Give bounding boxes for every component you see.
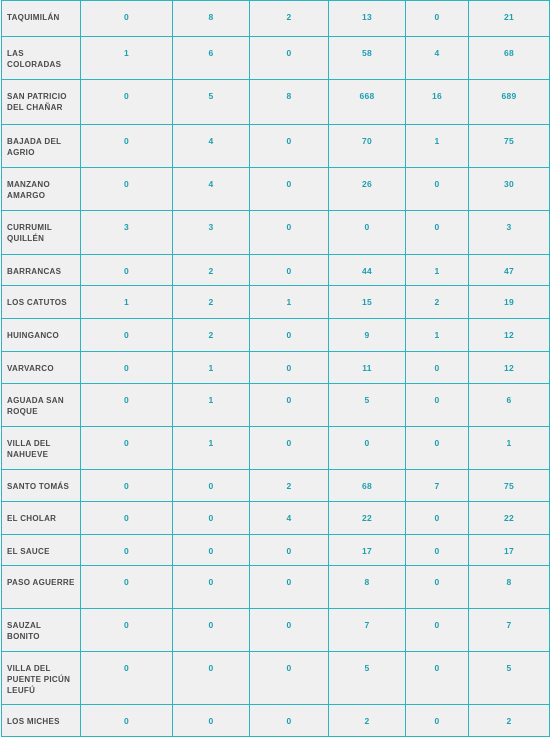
value-cell: 2	[250, 470, 329, 502]
value-cell: 0	[406, 427, 469, 470]
table-row	[2, 705, 550, 737]
value-cell: 3	[81, 211, 173, 255]
value-cell: 19	[469, 286, 550, 319]
value-cell: 0	[81, 427, 173, 470]
value-cell: 0	[81, 352, 173, 384]
value-cell: 0	[250, 566, 329, 609]
value-cell: 2	[329, 705, 406, 737]
value-cell: 0	[250, 609, 329, 652]
value-cell: 5	[329, 384, 406, 427]
value-cell: 2	[406, 286, 469, 319]
table-row	[2, 211, 550, 255]
value-cell: 15	[329, 286, 406, 319]
table-row	[2, 470, 550, 502]
locality-name-cell: TAQUIMILÁN	[2, 1, 81, 37]
table-row	[2, 286, 550, 319]
value-cell: 8	[329, 566, 406, 609]
value-cell: 1	[250, 286, 329, 319]
table-row	[2, 502, 550, 535]
value-cell: 1	[81, 37, 173, 80]
table-row	[2, 255, 550, 286]
value-cell: 44	[329, 255, 406, 286]
value-cell: 0	[173, 502, 250, 535]
value-cell: 0	[250, 352, 329, 384]
locality-name-cell: LOS CATUTOS	[2, 286, 81, 319]
value-cell: 1	[406, 125, 469, 168]
locality-name-cell: LOS MICHES	[2, 705, 81, 737]
table-row	[2, 80, 550, 125]
value-cell: 8	[173, 1, 250, 37]
value-cell: 22	[329, 502, 406, 535]
value-cell: 0	[81, 535, 173, 566]
value-cell: 0	[406, 211, 469, 255]
value-cell: 0	[81, 255, 173, 286]
locality-name-cell: SAUZAL BONITO	[2, 609, 81, 652]
value-cell: 26	[329, 168, 406, 211]
value-cell: 0	[329, 211, 406, 255]
value-cell: 0	[406, 502, 469, 535]
table-row	[2, 427, 550, 470]
value-cell: 17	[469, 535, 550, 566]
locality-name-cell: BARRANCAS	[2, 255, 81, 286]
table-row	[2, 609, 550, 652]
value-cell: 0	[406, 652, 469, 705]
value-cell: 668	[329, 80, 406, 125]
value-cell: 0	[81, 705, 173, 737]
value-cell: 689	[469, 80, 550, 125]
value-cell: 1	[173, 427, 250, 470]
value-cell: 47	[469, 255, 550, 286]
value-cell: 0	[81, 609, 173, 652]
locality-stats-table	[1, 0, 550, 737]
value-cell: 75	[469, 125, 550, 168]
value-cell: 0	[406, 535, 469, 566]
value-cell: 8	[250, 80, 329, 125]
value-cell: 0	[406, 384, 469, 427]
value-cell: 0	[250, 319, 329, 352]
value-cell: 1	[173, 352, 250, 384]
value-cell: 22	[469, 502, 550, 535]
value-cell: 0	[406, 1, 469, 37]
table-row	[2, 352, 550, 384]
value-cell: 0	[406, 609, 469, 652]
locality-name-cell: LAS COLORADAS	[2, 37, 81, 80]
value-cell: 30	[469, 168, 550, 211]
value-cell: 0	[81, 470, 173, 502]
value-cell: 0	[81, 502, 173, 535]
value-cell: 0	[81, 652, 173, 705]
value-cell: 0	[406, 168, 469, 211]
value-cell: 0	[250, 211, 329, 255]
value-cell: 3	[173, 211, 250, 255]
value-cell: 7	[469, 609, 550, 652]
value-cell: 12	[469, 352, 550, 384]
value-cell: 0	[173, 705, 250, 737]
locality-name-cell: AGUADA SAN ROQUE	[2, 384, 81, 427]
value-cell: 0	[81, 384, 173, 427]
value-cell: 0	[250, 255, 329, 286]
value-cell: 0	[81, 80, 173, 125]
locality-name-cell: VARVARCO	[2, 352, 81, 384]
value-cell: 2	[469, 705, 550, 737]
value-cell: 0	[406, 566, 469, 609]
locality-name-cell: SANTO TOMÁS	[2, 470, 81, 502]
locality-name-cell: MANZANO AMARGO	[2, 168, 81, 211]
value-cell: 2	[173, 319, 250, 352]
locality-name-cell: EL SAUCE	[2, 535, 81, 566]
value-cell: 21	[469, 1, 550, 37]
value-cell: 4	[173, 125, 250, 168]
value-cell: 17	[329, 535, 406, 566]
value-cell: 12	[469, 319, 550, 352]
table-row	[2, 566, 550, 609]
table-row	[2, 125, 550, 168]
value-cell: 7	[329, 609, 406, 652]
locality-name-cell: HUINGANCO	[2, 319, 81, 352]
table-row	[2, 535, 550, 566]
value-cell: 1	[81, 286, 173, 319]
value-cell: 0	[173, 470, 250, 502]
value-cell: 5	[329, 652, 406, 705]
table-row	[2, 37, 550, 80]
locality-name-cell: PASO AGUERRE	[2, 566, 81, 609]
value-cell: 6	[469, 384, 550, 427]
table-row	[2, 319, 550, 352]
value-cell: 0	[250, 37, 329, 80]
value-cell: 0	[81, 319, 173, 352]
value-cell: 0	[250, 384, 329, 427]
value-cell: 9	[329, 319, 406, 352]
value-cell: 0	[173, 652, 250, 705]
value-cell: 2	[250, 1, 329, 37]
value-cell: 0	[81, 566, 173, 609]
locality-name-cell: EL CHOLAR	[2, 502, 81, 535]
value-cell: 0	[81, 1, 173, 37]
value-cell: 0	[173, 609, 250, 652]
value-cell: 0	[250, 168, 329, 211]
value-cell: 11	[329, 352, 406, 384]
value-cell: 1	[406, 255, 469, 286]
value-cell: 8	[469, 566, 550, 609]
value-cell: 7	[406, 470, 469, 502]
value-cell: 2	[173, 286, 250, 319]
value-cell: 0	[329, 427, 406, 470]
value-cell: 6	[173, 37, 250, 80]
value-cell: 0	[250, 705, 329, 737]
value-cell: 0	[173, 566, 250, 609]
value-cell: 1	[173, 384, 250, 427]
locality-name-cell: BAJADA DEL AGRIO	[2, 125, 81, 168]
value-cell: 0	[250, 427, 329, 470]
value-cell: 68	[469, 37, 550, 80]
value-cell: 75	[469, 470, 550, 502]
locality-name-cell: VILLA DEL NAHUEVE	[2, 427, 81, 470]
value-cell: 58	[329, 37, 406, 80]
value-cell: 0	[173, 535, 250, 566]
value-cell: 0	[81, 168, 173, 211]
value-cell: 1	[406, 319, 469, 352]
value-cell: 13	[329, 1, 406, 37]
value-cell: 0	[250, 535, 329, 566]
value-cell: 0	[406, 352, 469, 384]
value-cell: 3	[469, 211, 550, 255]
table-row	[2, 652, 550, 705]
value-cell: 16	[406, 80, 469, 125]
value-cell: 0	[250, 652, 329, 705]
value-cell: 5	[173, 80, 250, 125]
value-cell: 70	[329, 125, 406, 168]
table-row	[2, 168, 550, 211]
value-cell: 5	[469, 652, 550, 705]
table-body	[2, 1, 550, 737]
table-row	[2, 1, 550, 37]
locality-name-cell: SAN PATRICIO DEL CHAÑAR	[2, 80, 81, 125]
table-row	[2, 384, 550, 427]
value-cell: 4	[173, 168, 250, 211]
value-cell: 4	[250, 502, 329, 535]
value-cell: 0	[81, 125, 173, 168]
value-cell: 4	[406, 37, 469, 80]
value-cell: 2	[173, 255, 250, 286]
value-cell: 68	[329, 470, 406, 502]
value-cell: 0	[406, 705, 469, 737]
value-cell: 0	[250, 125, 329, 168]
value-cell: 1	[469, 427, 550, 470]
locality-name-cell: VILLA DEL PUENTE PICÚN LEUFÚ	[2, 652, 81, 705]
locality-name-cell: CURRUMIL QUILLÉN	[2, 211, 81, 255]
